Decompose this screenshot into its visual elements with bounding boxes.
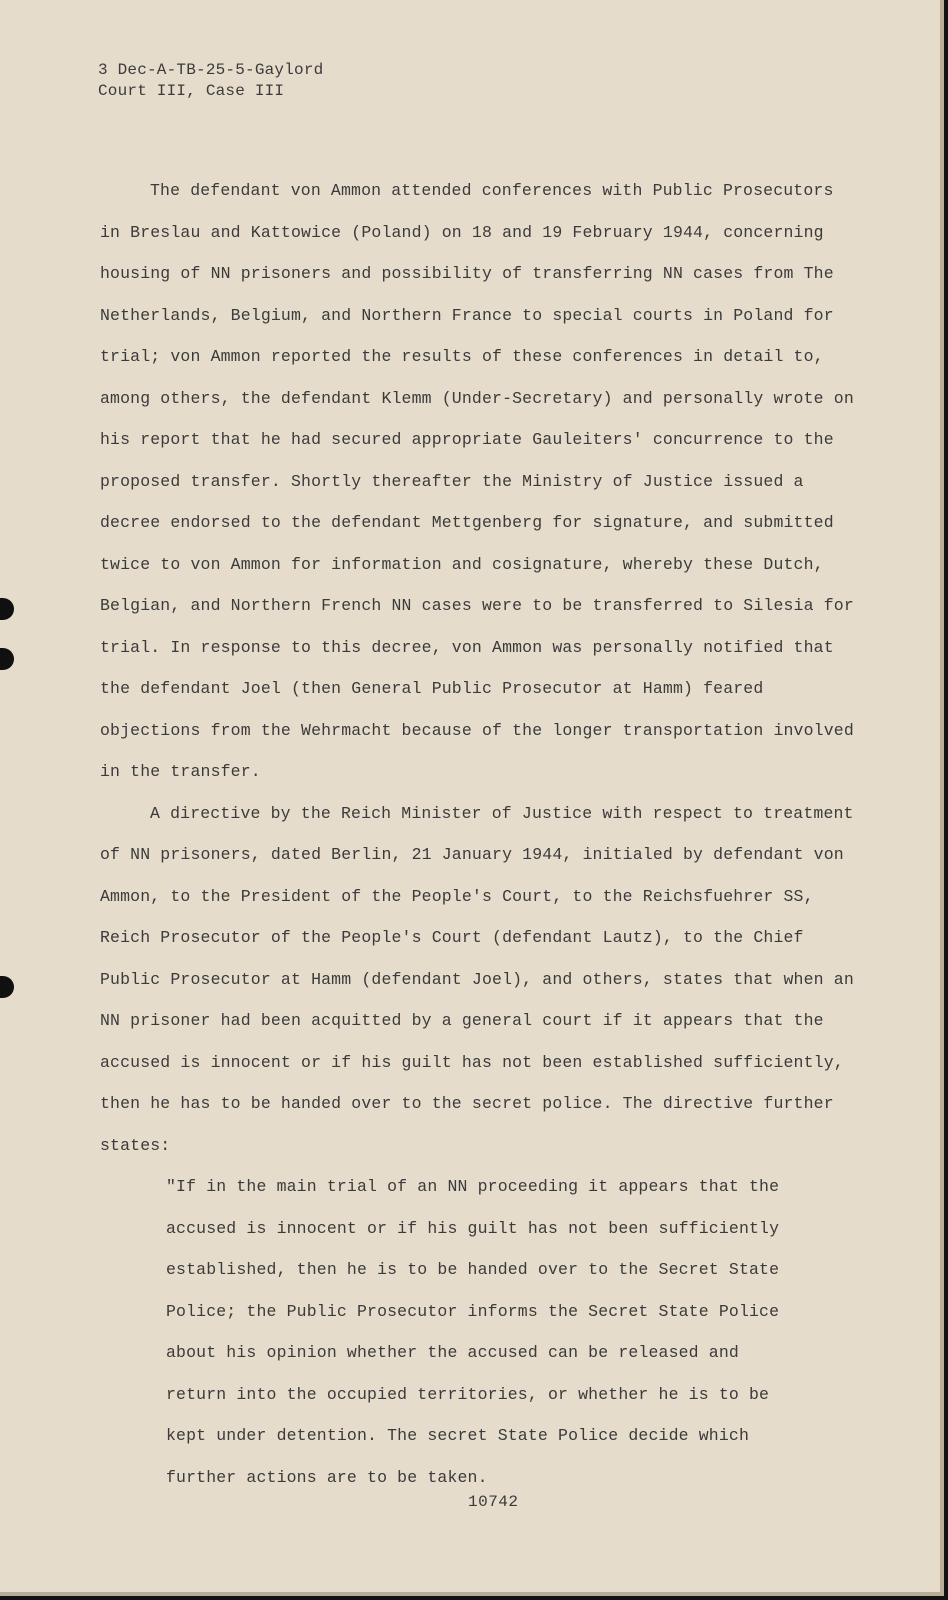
header-court-case: Court III, Case III (98, 82, 285, 100)
paragraph-nn-directive: A directive by the Reich Minister of Justice with respect to treatment of NN prisoners, dated Berlin, 21 January 1944, initialed by defendant von Ammon, to the President of the People's Court, to the Reichsfuehrer SS, Reich Prosecutor of the People's Court (defendant Lautz), to the Chief Public Prosecutor at Hamm (defendant Joel), and others, states that when an NN prisoner had been acquitted by a general court if it appears that the accused is innocent or if his guilt has not been established sufficiently, then he has to be handed over to the secret police. The directive further states: (100, 803, 854, 1155)
punch-hole (0, 598, 14, 620)
document-body (100, 170, 860, 1498)
page-number: 10742 (468, 1493, 519, 1511)
paper-bottom-edge (0, 1592, 944, 1596)
block-quote-directive: "If in the main trial of an NN proceeding it appears that the accused is innocent or if his guilt has not been sufficiently established, then he is to be handed over to the Secret State Police; the Public Prosecutor informs the Secret State Police about his opinion whether the accused can be released and return into the occupied territories, or whether he is to be kept under detention. The secret State Police decide which further actions are to be taken. (166, 1177, 780, 1487)
paragraph-von-ammon-conferences: The defendant von Ammon attended conferences with Public Prosecutors in Breslau and Kattowice (Poland) on 18 and 19 February 1944, concerning housing of NN prisoners and possibility of transferring NN cases from The Netherlands, Belgium, and Northern France to special courts in Poland for trial; von Ammon reported the results of these conferences in detail to, among others, the defendant Klemm (Under-Secretary) and personally wrote on his report that he had secured appropriate Gauleiters' concurrence to the proposed transfer. Shortly thereafter the Ministry of Justice issued a decree endorsed to the defendant Mettgenberg for signature, and submitted twice to von Ammon for information and cosignature, whereby these Dutch, Belgian, and Northern French NN cases were to be transferred to Silesia for trial. In response to this decree, von Ammon was personally notified that the defendant Joel (then General Public Prosecutor at Hamm) feared objections from the Wehrmacht because of the longer transportation involved in the transfer. (100, 181, 854, 781)
paper-right-edge (940, 0, 944, 1596)
header-reference: 3 Dec-A-TB-25-5-Gaylord (98, 61, 324, 79)
punch-hole (0, 648, 14, 670)
punch-hole (0, 976, 14, 998)
document-header (98, 60, 323, 102)
